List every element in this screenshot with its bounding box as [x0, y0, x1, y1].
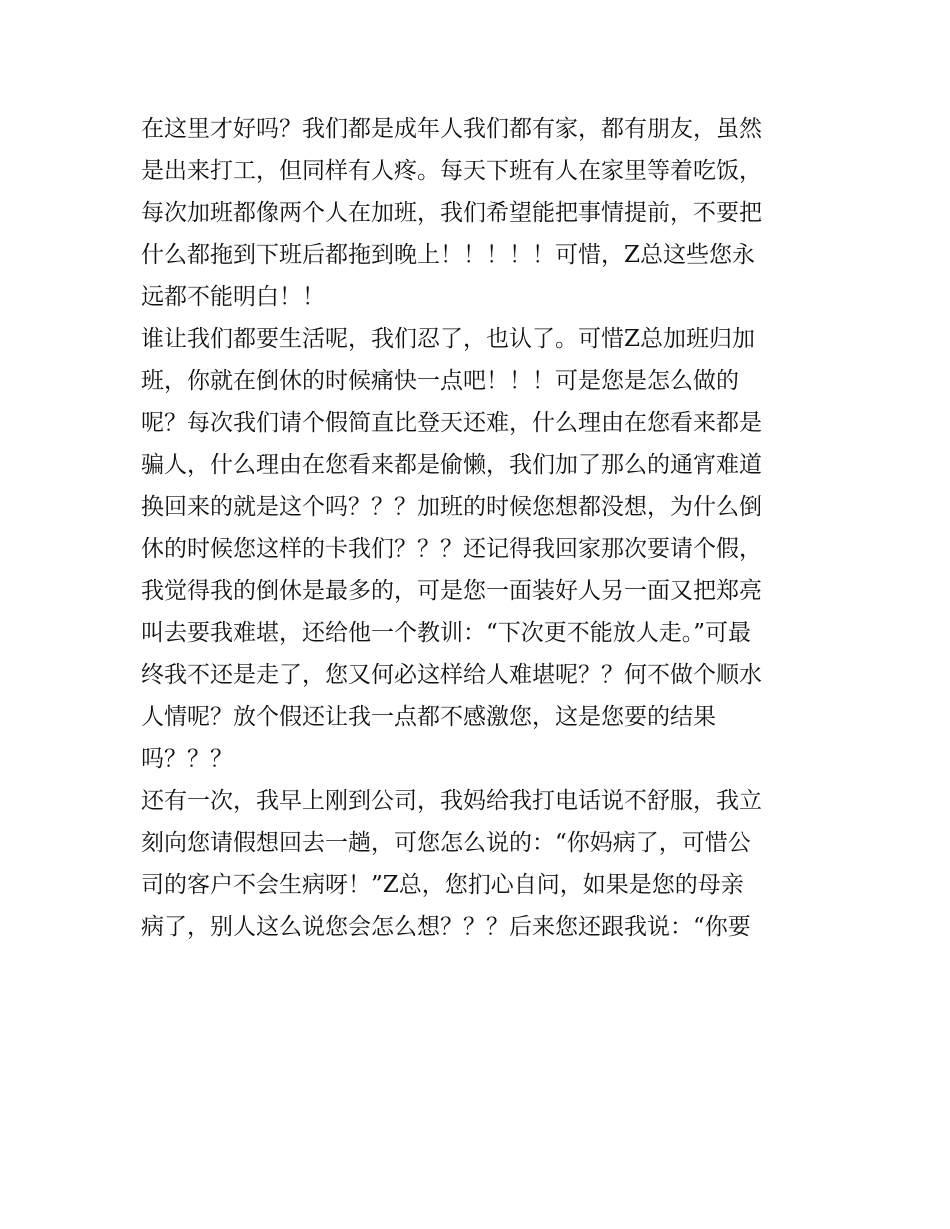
text-line: 吗？？？ [141, 746, 233, 772]
text-line: 在这里才好吗？我们都是成年人我们都有家，都有朋友，虽然 [141, 116, 762, 142]
text-line: 还有一次，我早上刚到公司，我妈给我打电话说不舒服，我立 [141, 788, 762, 814]
text-line: 是出来打工，但同样有人疼。每天下班有人在家里等着吃饭， [141, 158, 762, 184]
text-line: 呢？每次我们请个假简直比登天还难，什么理由在您看来都是 [141, 410, 762, 436]
text-line: 终我不还是走了，您又何必这样给人难堪呢？？何不做个顺水 [141, 662, 762, 688]
text-line: 谁让我们都要生活呢，我们忍了，也认了。可惜Z总加班归加 [141, 326, 755, 352]
text-line: 人情呢？放个假还让我一点都不感激您，这是您要的结果 [141, 704, 716, 730]
text-line: 我觉得我的倒休是最多的，可是您一面装好人另一面又把郑亮 [141, 578, 762, 604]
text-line: 骗人，什么理由在您看来都是偷懒，我们加了那么的通宵难道 [141, 452, 762, 478]
text-line: 换回来的就是这个吗？？？加班的时候您想都没想，为什么倒 [141, 494, 762, 520]
text-line: 远都不能明白！！ [141, 284, 325, 310]
text-line: 什么都拖到下班后都拖到晚上！！！！！可惜，Z总这些您永 [141, 242, 755, 268]
text-line: 休的时候您这样的卡我们？？？还记得我回家那次要请个假， [141, 536, 762, 562]
text-line: 叫去要我难堪，还给他一个教训：“下次更不能放人走。”可最 [141, 620, 752, 646]
text-line: 刻向您请假想回去一趟，可您怎么说的：“你妈病了，可惜公 [141, 830, 751, 856]
text-line: 每次加班都像两个人在加班，我们希望能把事情提前，不要把 [141, 200, 762, 226]
text-line: 病了，别人这么说您会怎么想？？？后来您还跟我说：“你要 [141, 914, 751, 940]
text-line: 班，你就在倒休的时候痛快一点吧！！！可是您是怎么做的 [141, 368, 739, 394]
text-line: 司的客户不会生病呀！”Z总，您扪心自问，如果是您的母亲 [141, 872, 744, 898]
body-text [141, 108, 813, 948]
